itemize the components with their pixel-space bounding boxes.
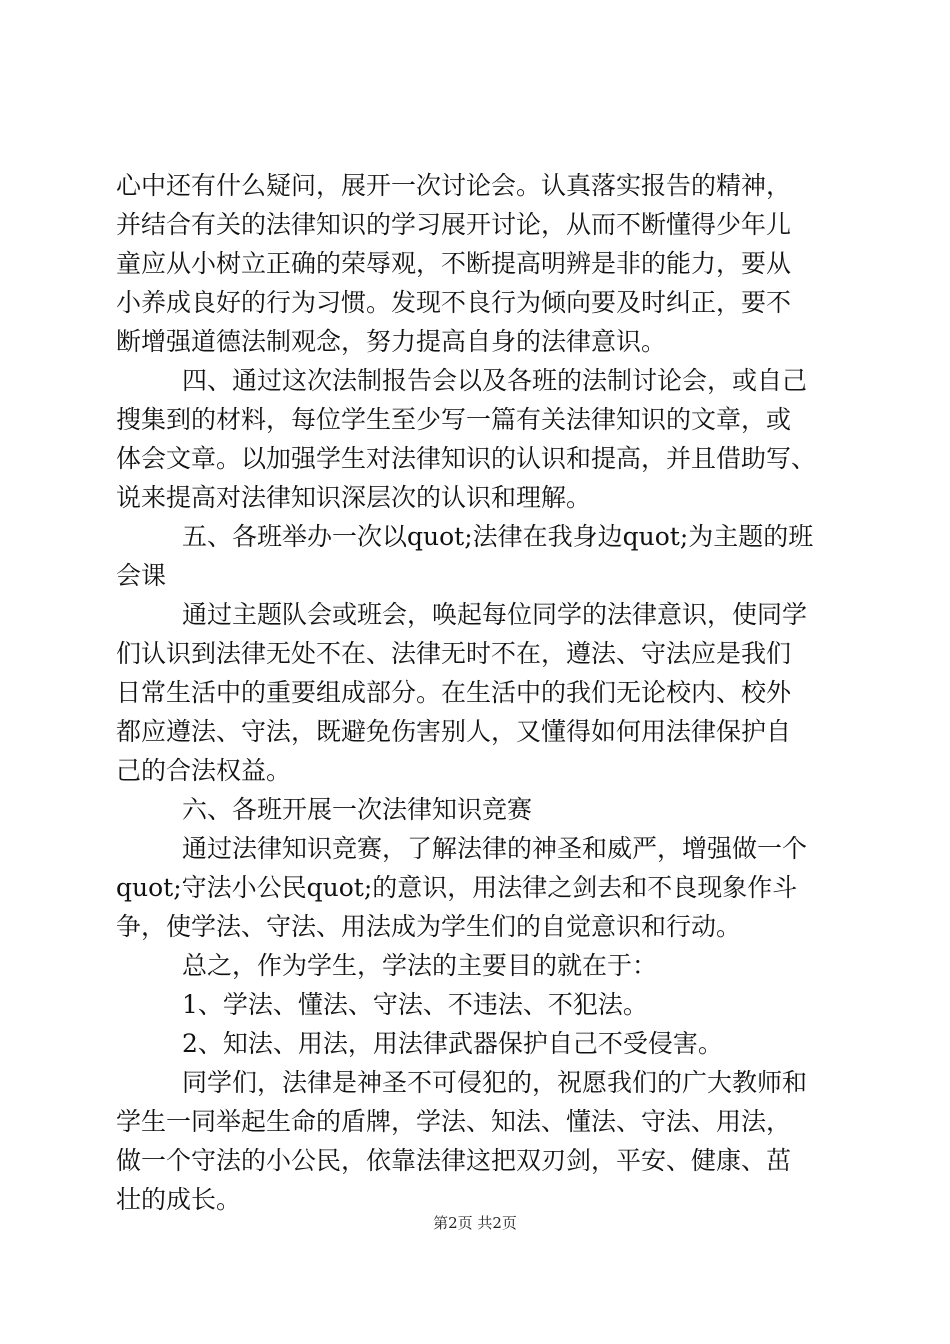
list-item-line: 1、学法、懂法、守法、不违法、不犯法。 xyxy=(182,990,648,1019)
text-line: 日常生活中的重要组成部分。在生活中的我们无论校内、校外 xyxy=(116,678,792,707)
text-line: 己的合法权益。 xyxy=(116,756,292,785)
page-number-footer: 第2页 共2页 xyxy=(433,1214,517,1232)
text-line: 心中还有什么疑问，展开一次讨论会。认真落实报告的精神， xyxy=(116,171,792,200)
text-line: 说来提高对法律知识深层次的认识和理解。 xyxy=(116,483,592,512)
section-heading-line: 五、各班举办一次以quot;法律在我身边quot;为主题的班 xyxy=(182,522,814,551)
text-line: 并结合有关的法律知识的学习展开讨论，从而不断懂得少年儿 xyxy=(116,210,792,239)
section-heading-line: 六、各班开展一次法律知识竞赛 xyxy=(182,795,533,824)
text-line: 争，使学法、守法、用法成为学生们的自觉意识和行动。 xyxy=(116,912,742,941)
text-line: 们认识到法律无处不在、法律无时不在，遵法、守法应是我们 xyxy=(116,639,792,668)
paragraph-start-line: 通过主题队会或班会，唤起每位同学的法律意识，使同学 xyxy=(182,600,808,629)
list-item-line: 2、知法、用法，用法律武器保护自己不受侵害。 xyxy=(182,1029,723,1058)
text-line: quot;守法小公民quot;的意识，用法律之剑去和不良现象作斗 xyxy=(116,873,798,902)
text-line: 体会文章。以加强学生对法律知识的认识和提高，并且借助写、 xyxy=(116,444,817,473)
text-line: 小养成良好的行为习惯。发现不良行为倾向要及时纠正，要不 xyxy=(116,288,792,317)
text-line: 搜集到的材料，每位学生至少写一篇有关法律知识的文章，或 xyxy=(116,405,792,434)
text-line: 做一个守法的小公民，依靠法律这把双刃剑，平安、健康、茁 xyxy=(116,1146,792,1175)
paragraph-start-line: 四、通过这次法制报告会以及各班的法制讨论会，或自己 xyxy=(182,366,808,395)
paragraph-start-line: 通过法律知识竞赛，了解法律的神圣和威严，增强做一个 xyxy=(182,834,808,863)
text-line: 断增强道德法制观念，努力提高自身的法律意识。 xyxy=(116,327,667,356)
text-line: 童应从小树立正确的荣辱观，不断提高明辨是非的能力，要从 xyxy=(116,249,792,278)
text-line: 壮的成长。 xyxy=(116,1185,242,1214)
section-heading-line: 会课 xyxy=(116,561,167,590)
document-body xyxy=(116,166,836,1219)
paragraph-start-line: 总之，作为学生，学法的主要目的就在于： xyxy=(182,951,658,980)
text-line: 都应遵法、守法，既避免伤害别人，又懂得如何用法律保护自 xyxy=(116,717,792,746)
paragraph-start-line: 同学们，法律是神圣不可侵犯的，祝愿我们的广大教师和 xyxy=(182,1068,808,1097)
text-line: 学生一同举起生命的盾牌，学法、知法、懂法、守法、用法， xyxy=(116,1107,792,1136)
